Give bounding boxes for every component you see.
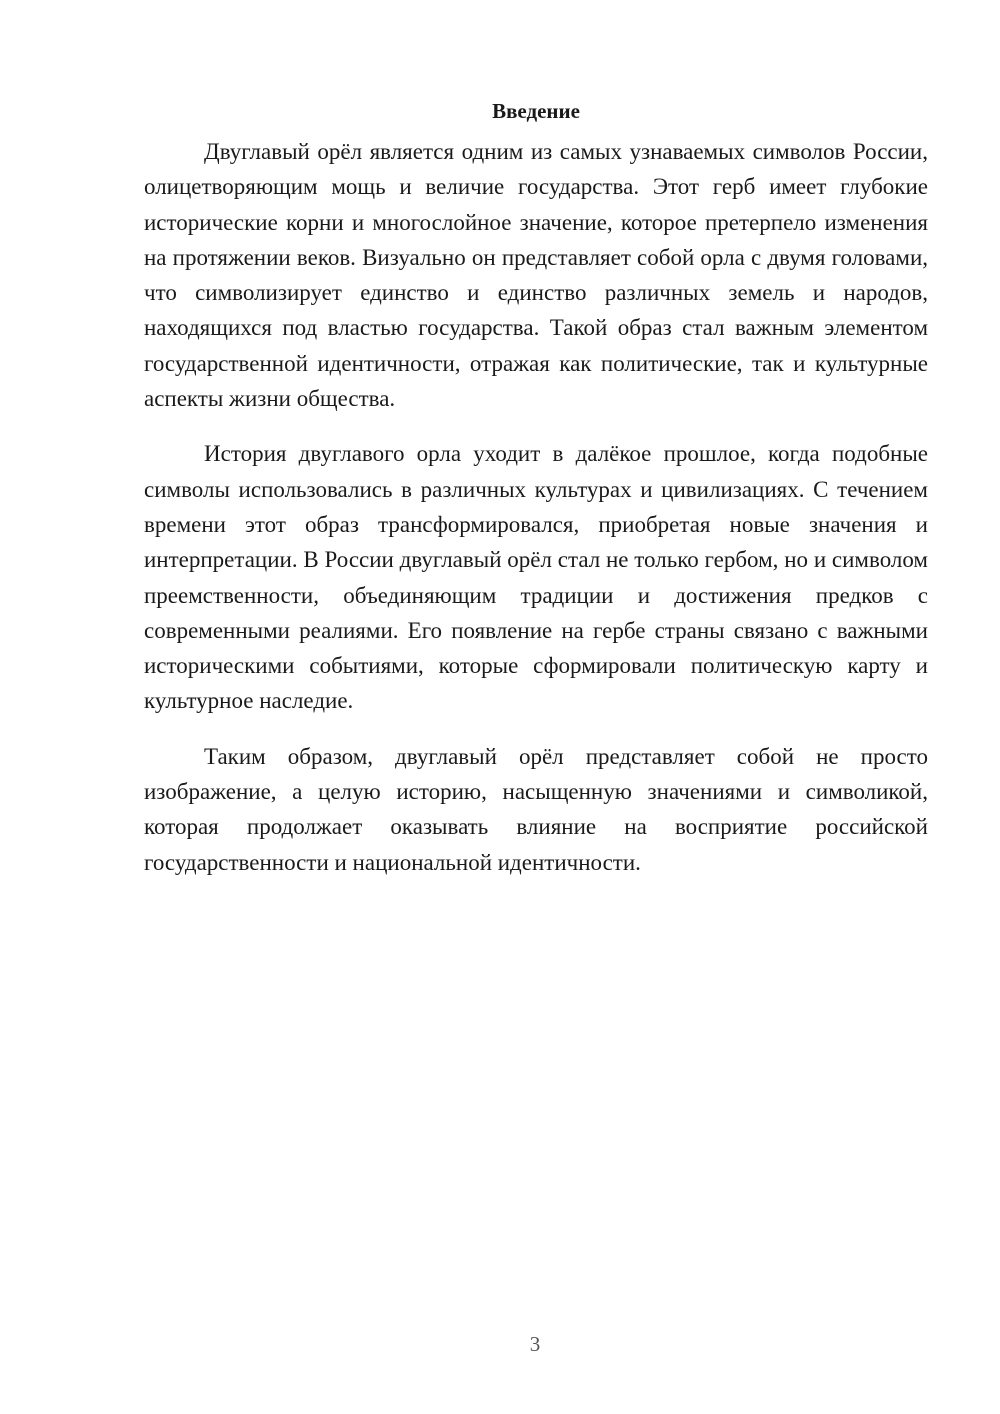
page-content: [144, 94, 928, 900]
paragraph-1: Двуглавый орёл является одним из самых узнаваемых символов России, олицетворяющим мощь и величие государства. Этот герб имеет глубокие исторические корни и многослойное значение, которое претерпело изменения на протяжении веков. Визуально он представляет собой орла с двумя головами, что символизирует единство и единство различных земель и народов, находящихся под властью государства. Такой образ стал важным элементом государственной идентичности, отражая как политические, так и культурные аспекты жизни общества.: [144, 139, 928, 412]
section-heading: Введение: [492, 99, 580, 123]
paragraph-2: История двуглавого орла уходит в далёкое прошлое, когда подобные символы использовались в различных культурах и цивилизациях. С течением времени этот образ трансформировался, приобретая новые значения и интерпретации. В России двуглавый орёл стал не только гербом, но и символом преемственности, объединяющим традиции и достижения предков с современными реалиями. Его появление на гербе страны связано с важными историческими событиями, которые сформировали политическую карту и культурное наследие.: [144, 441, 928, 714]
paragraph-3: Таким образом, двуглавый орёл представляет собой не просто изображение, а целую историю, насыщенную значениями и символикой, которая продолжает оказывать влияние на восприятие российской государственности и национальной идентичности.: [144, 743, 928, 875]
page-number: 3: [529, 1332, 541, 1356]
